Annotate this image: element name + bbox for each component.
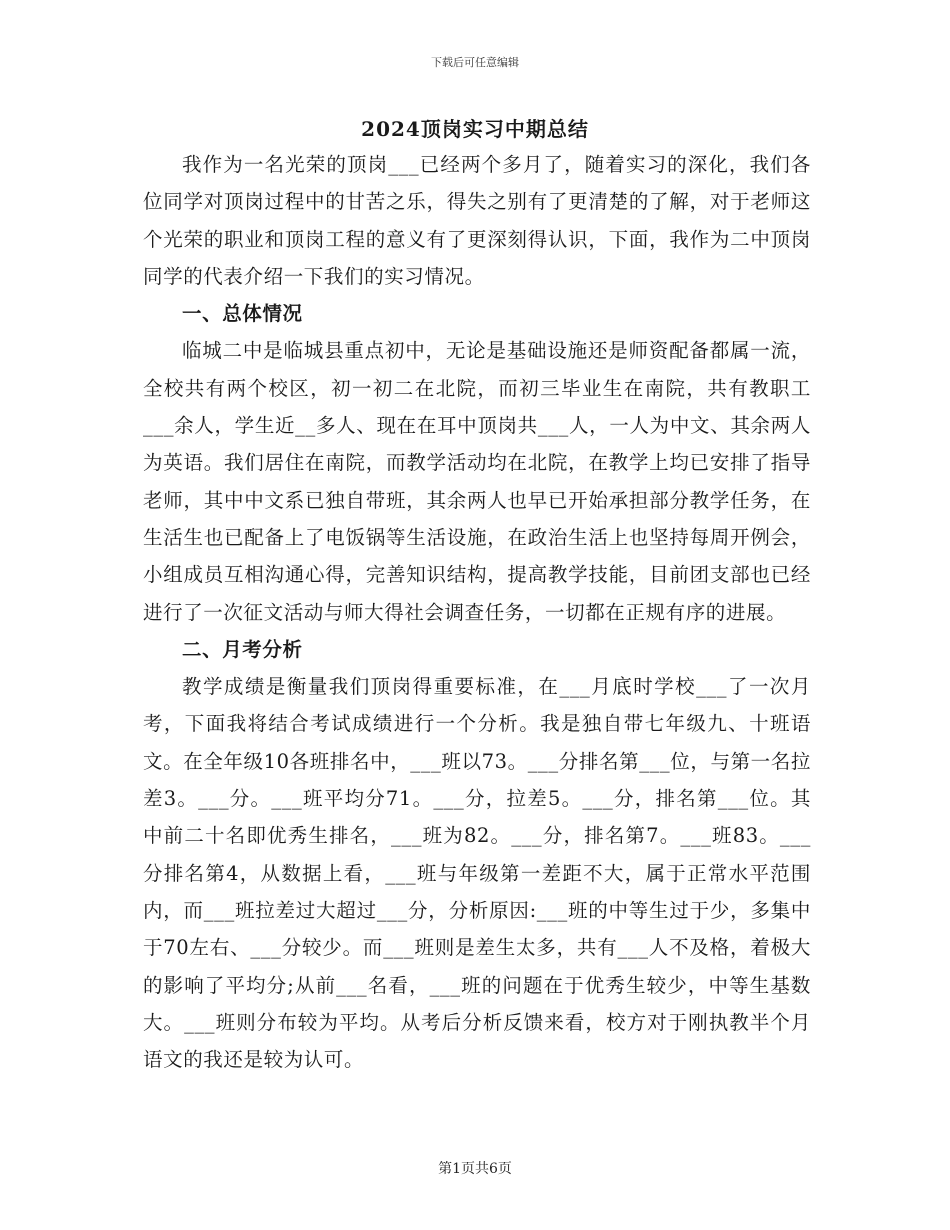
document-title: 2024顶岗实习中期总结 [361, 117, 589, 141]
section-heading-exam-analysis: 二、月考分析 [182, 637, 303, 661]
document-body [143, 146, 811, 1078]
section-paragraph-exam-analysis: 教学成绩是衡量我们顶岗得重要标准，在___月底时学校___了一次月考，下面我将结合考试成绩进行一个分析。我是独自带七年级九、十班语文。在全年级10各班排名中，___班以73。___分排名第___位，与第一名拉差3。___分。___班平均分71。___分，拉差5。___分，排名第___位。其中前二十名即优秀生排名，___班为82。___分，排名第7。___班83。___分排名第4，从数据上看，___班与年级第一差距不大，属于正常水平范围内，而___班拉差过大超过___分，分析原因:___班的中等生过于少，多集中于70左右、___分较少。而___班则是差生太多，共有___人不及格，着极大的影响了平均分;从前___名看，___班的问题在于优秀生较少，中等生基数大。___班则分布较为平均。从考后分析反馈来看，校方对于刚执教半个月语文的我还是较为认可。 [143, 675, 811, 1072]
intro-paragraph: 我作为一名光荣的顶岗___已经两个多月了，随着实习的深化，我们各位同学对顶岗过程中的甘苦之乐，得失之别有了更清楚的了解，对于老师这个光荣的职业和顶岗工程的意义有了更深刻得认识，下面，我作为二中顶岗同学的代表介绍一下我们的实习情况。 [143, 153, 811, 288]
page-header-note: 下载后可任意编辑 [431, 56, 519, 69]
section-paragraph-overview: 临城二中是临城县重点初中，无论是基础设施还是师资配备都属一流，全校共有两个校区，初一初二在北院，而初三毕业生在南院，共有教职工___余人，学生近__多人、现在在耳中顶岗共___人，一人为中文、其余两人为英语。我们居住在南院，而教学活动均在北院，在教学上均已安排了指导老师，其中中文系已独自带班，其余两人也早已开始承担部分教学任务，在生活生也已配备上了电饭锅等生活设施，在政治生活上也坚持每周开例会，小组成员互相沟通心得，完善知识结构，提高教学技能，目前团支部也已经进行了一次征文活动与师大得社会调查任务，一切都在正规有序的进展。 [143, 339, 811, 624]
page-number: 第1页共6页 [438, 1161, 512, 1177]
section-heading-overview: 一、总体情况 [182, 302, 303, 326]
